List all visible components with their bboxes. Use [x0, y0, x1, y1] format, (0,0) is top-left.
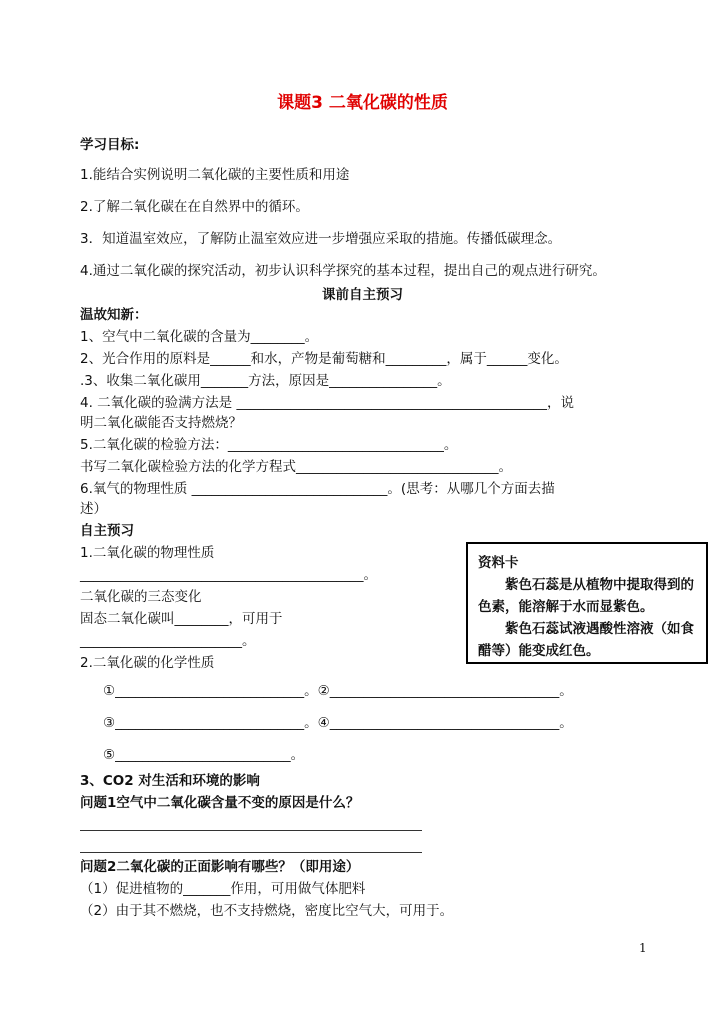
- objectives-heading: 学习目标:: [80, 137, 140, 153]
- review-line: 1、空气中二氧化碳的含量为________。: [80, 329, 319, 345]
- question-1: 问题1空气中二氧化碳含量不变的原因是什么？: [80, 795, 360, 811]
- objective-item: 4.通过二氧化碳的探究活动，初步认识科学探究的基本过程，提出自己的观点进行研究。: [80, 263, 606, 279]
- objective-item: 3．知道温室效应，了解防止温室效应进一步增强应采取的措施。传播低碳理念。: [80, 231, 562, 247]
- preview-heading: 课前自主预习: [322, 287, 403, 303]
- info-card: [466, 542, 708, 664]
- review-line: 书写二氧化碳检验方法的化学方程式______________________________。: [80, 459, 512, 475]
- answer-2: （2）由于其不燃烧，也不支持燃烧，密度比空气大，可用于。: [80, 903, 454, 919]
- chem-property-line: ⑤__________________________。: [103, 747, 305, 763]
- info-card-paragraph: 紫色石蕊试液遇酸性溶液（如食醋等）能变成红色。: [478, 621, 694, 659]
- preview-line: 二氧化碳的三态变化: [80, 589, 202, 605]
- self-preview-heading: 自主预习: [80, 523, 134, 539]
- review-line: 6.氧气的物理性质 _____________________________。(思考：从哪几个方面去描: [80, 481, 555, 497]
- answer-line: [80, 830, 422, 831]
- review-line: .3、收集二氧化碳用_______方法，原因是________________。: [80, 373, 451, 389]
- review-heading: 温故知新：: [80, 307, 148, 323]
- question-2: 问题2二氧化碳的正面影响有哪些？（即用途）: [80, 859, 360, 875]
- chem-property-line: ③____________________________。④__________________________________。: [103, 715, 573, 731]
- review-line: 2、光合作用的原料是______和水，产物是葡萄糖和_________，属于______变化。: [80, 351, 568, 367]
- impact-heading: 3、CO2 对生活和环境的影响: [80, 773, 260, 789]
- page-title: 课题3 二氧化碳的性质: [277, 93, 448, 113]
- preview-line: 固态二氧化碳叫________，可用于: [80, 611, 283, 627]
- review-line: 明二氧化碳能否支持燃烧？: [80, 415, 242, 431]
- preview-line: ________________________。: [80, 633, 256, 649]
- answer-line: [80, 852, 422, 853]
- preview-line: 2.二氧化碳的化学性质: [80, 655, 215, 671]
- review-line: 述）: [80, 501, 107, 517]
- answer-1: （1）促进植物的_______作用，可用做气体肥料: [80, 881, 366, 897]
- info-card-paragraph: 紫色石蕊是从植物中提取得到的色素，能溶解于水而显紫色。: [478, 577, 694, 615]
- objective-item: 2.了解二氧化碳在在自然界中的循环。: [80, 199, 309, 215]
- preview-line: 1.二氧化碳的物理性质: [80, 545, 215, 561]
- objective-item: 1.能结合实例说明二氧化碳的主要性质和用途: [80, 167, 350, 183]
- review-line: 5.二氧化碳的检验方法：________________________________。: [80, 437, 458, 453]
- page-number: 1: [639, 941, 647, 955]
- chem-property-line: ①____________________________。②__________________________________。: [103, 683, 573, 699]
- preview-line: __________________________________________。: [80, 567, 377, 583]
- info-card-title: 资料卡: [478, 555, 519, 571]
- review-line: 4. 二氧化碳的验满方法是 ______________________________________________，说: [80, 395, 574, 411]
